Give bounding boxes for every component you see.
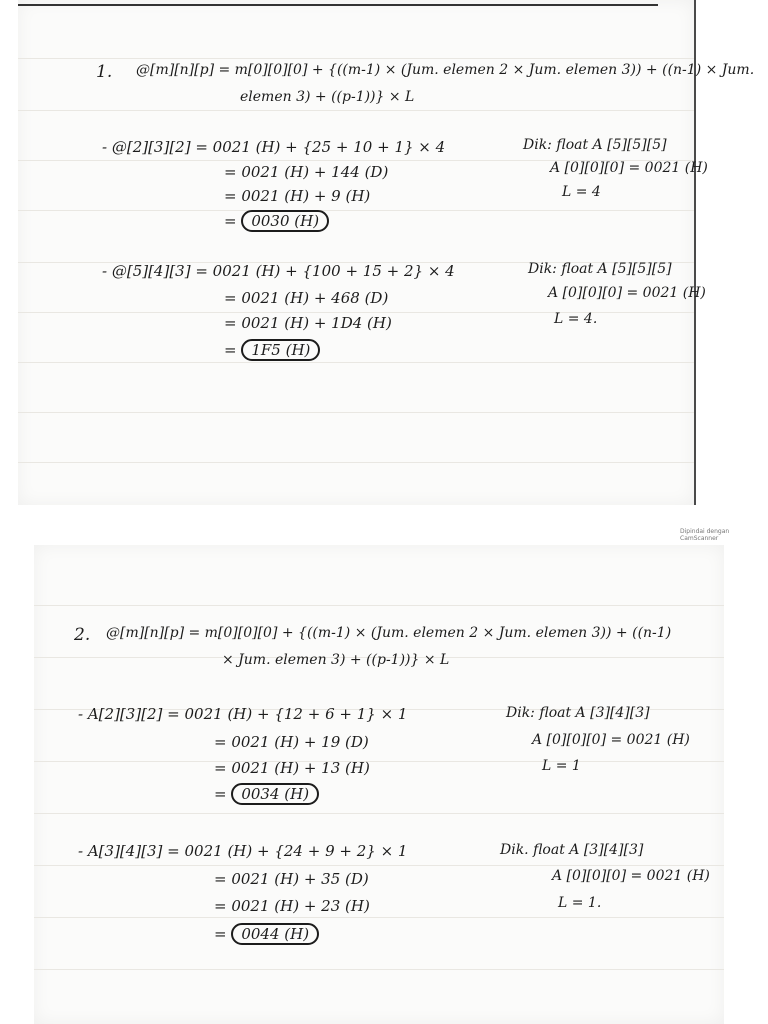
formula-line-2: × Jum. elemen 3) + ((p-1))} × L	[222, 652, 450, 668]
work-line-2b-2: = 0021 (H) + 35 (D)	[214, 870, 369, 888]
answer-1b: = 1F5 (H)	[224, 341, 320, 359]
answer-circle: 1F5 (H)	[241, 339, 320, 361]
given-2a-2: A [0][0][0] = 0021 (H)	[532, 732, 690, 748]
answer-circle: 0030 (H)	[241, 210, 329, 232]
work-line-2a-1: - A[2][3][2] = 0021 (H) + {12 + 6 + 1} × 1	[78, 705, 408, 723]
work-line-1b-2: = 0021 (H) + 468 (D)	[224, 289, 389, 307]
work-line-1b-1: - @[5][4][3] = 0021 (H) + {100 + 15 + 2} × 4	[102, 262, 455, 280]
given-1b-1: Dik: float A [5][5][5]	[528, 261, 672, 277]
answer-circle: 0044 (H)	[231, 923, 319, 945]
question-number-2: 2.	[74, 625, 91, 645]
notebook-page-2	[34, 545, 724, 1024]
work-line-2b-3: = 0021 (H) + 23 (H)	[214, 897, 370, 915]
given-1b-3: L = 4.	[554, 311, 598, 327]
question-number-1: 1.	[96, 62, 113, 82]
given-2b-1: Dik. float A [3][4][3]	[500, 842, 644, 858]
work-line-2a-2: = 0021 (H) + 19 (D)	[214, 733, 369, 751]
given-1a-1: Dik: float A [5][5][5]	[523, 137, 667, 153]
work-line-2a-3: = 0021 (H) + 13 (H)	[214, 759, 370, 777]
answer-1a: = 0030 (H)	[224, 212, 329, 230]
work-line-1a-1: - @[2][3][2] = 0021 (H) + {25 + 10 + 1} × 4	[102, 138, 446, 156]
work-line-1a-2: = 0021 (H) + 144 (D)	[224, 163, 389, 181]
given-2b-3: L = 1.	[558, 895, 602, 911]
formula-line-1: @[m][n][p] = m[0][0][0] + {((m-1) × (Jum. elemen 2 × Jum. elemen 3)) + ((n-1)	[106, 625, 672, 641]
top-rule	[18, 4, 658, 6]
given-2a-3: L = 1	[542, 758, 581, 774]
formula-line-2: elemen 3) + ((p-1))} × L	[240, 89, 415, 105]
work-line-1a-3: = 0021 (H) + 9 (H)	[224, 187, 371, 205]
answer-2a: = 0034 (H)	[214, 785, 319, 803]
given-2a-1: Dik: float A [3][4][3]	[506, 705, 650, 721]
given-1a-3: L = 4	[562, 184, 601, 200]
given-2b-2: A [0][0][0] = 0021 (H)	[552, 868, 710, 884]
given-1a-2: A [0][0][0] = 0021 (H)	[550, 160, 708, 176]
given-1b-2: A [0][0][0] = 0021 (H)	[548, 285, 706, 301]
work-line-2b-1: - A[3][4][3] = 0021 (H) + {24 + 9 + 2} × 1	[78, 842, 408, 860]
notebook-page-1	[18, 0, 755, 505]
answer-circle: 0034 (H)	[231, 783, 319, 805]
formula-line-1: @[m][n][p] = m[0][0][0] + {((m-1) × (Jum. elemen 2 × Jum. elemen 3)) + ((n-1) × Jum.	[136, 62, 755, 78]
work-line-1b-3: = 0021 (H) + 1D4 (H)	[224, 314, 392, 332]
answer-2b: = 0044 (H)	[214, 925, 319, 943]
scanner-watermark: Dipindai dengan CamScanner	[680, 528, 730, 542]
